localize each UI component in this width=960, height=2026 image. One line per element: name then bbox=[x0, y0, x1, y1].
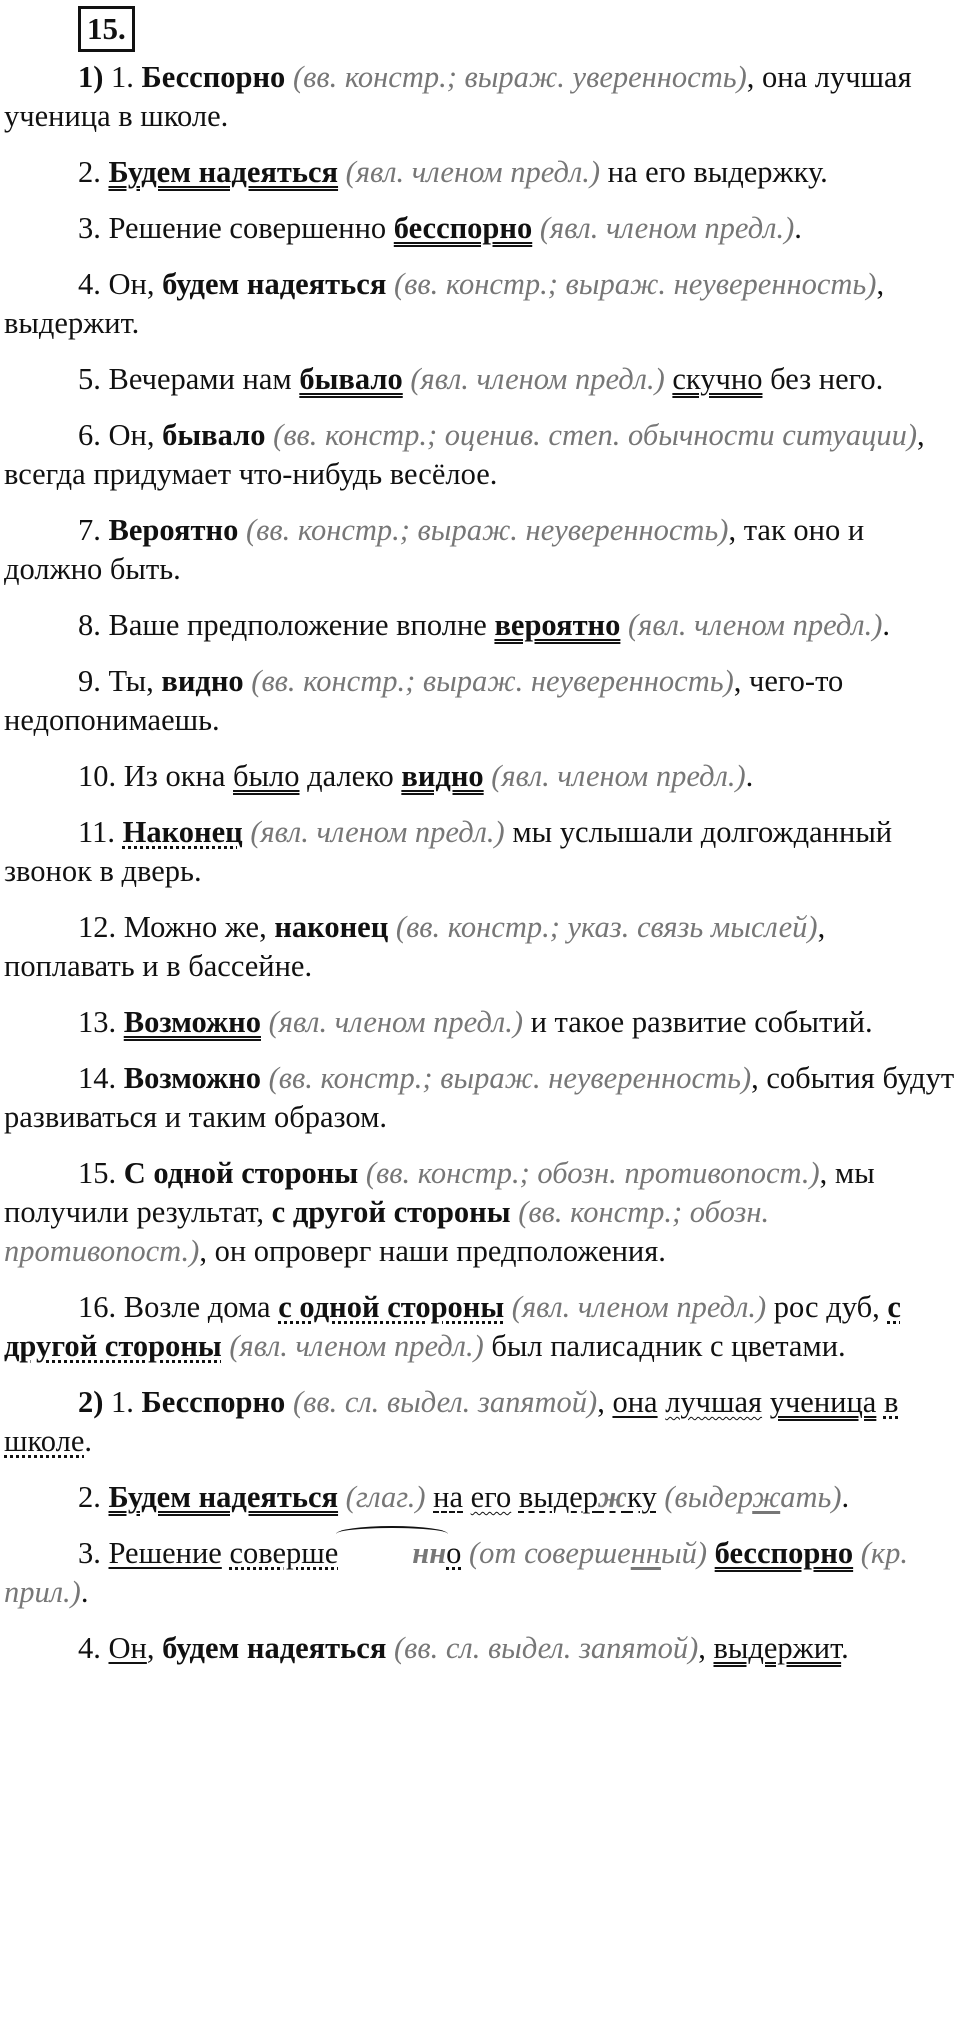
grammar-note: (вв. констр.; выраж. неуверенность) bbox=[268, 1061, 752, 1095]
grammar-note: (явл. членом предл.) bbox=[491, 759, 746, 793]
sentence-number: 1. bbox=[111, 60, 134, 94]
sentence-1-9 bbox=[4, 662, 956, 740]
key-word: Возможно bbox=[123, 1061, 261, 1095]
grammar-note: (вв. констр.; обозн. противопост.) bbox=[365, 1156, 820, 1190]
sentence-text: и такое развитие событий. bbox=[522, 1005, 873, 1039]
spelling-highlight: ж bbox=[598, 1480, 628, 1514]
sentence-text: , выдержит. bbox=[4, 267, 885, 340]
punctuation: , bbox=[597, 1385, 613, 1419]
grammar-note: (вв. сл. выдел. запятой) bbox=[393, 1631, 699, 1665]
key-word: бывало bbox=[299, 362, 403, 396]
grammar-note: (глаг.) bbox=[345, 1480, 426, 1514]
sentence-text: был палисадник с цветами. bbox=[483, 1329, 846, 1363]
sentence-1-1 bbox=[4, 58, 956, 136]
attribute-word: его bbox=[470, 1480, 512, 1514]
sentence-text: , поплавать и в бассейне. bbox=[4, 910, 826, 983]
object-word bbox=[519, 1480, 657, 1514]
sentence-1-7 bbox=[4, 511, 956, 589]
sentence-1-16 bbox=[4, 1288, 956, 1366]
sentence-number: 6. bbox=[78, 418, 101, 452]
key-word: с одной стороны bbox=[278, 1290, 505, 1324]
sentence-text: Он, bbox=[108, 267, 163, 301]
sentence-number: 1. bbox=[111, 1385, 134, 1419]
word-part: соверше bbox=[229, 1536, 339, 1570]
word-part: ать) bbox=[780, 1480, 842, 1514]
sentence-text: рос дуб, bbox=[766, 1290, 888, 1324]
key-word: с другой стороны bbox=[4, 1290, 901, 1363]
predicate-word: было bbox=[233, 759, 300, 793]
word-part: ый) bbox=[660, 1536, 708, 1570]
sentence-text: , он опроверг наши предположения. bbox=[199, 1234, 666, 1268]
key-word: будем надеяться bbox=[162, 1631, 387, 1665]
punctuation: . bbox=[80, 1575, 89, 1609]
punctuation: , bbox=[698, 1631, 706, 1665]
grammar-note: (явл. членом предл.) bbox=[345, 155, 601, 189]
sentence-1-2 bbox=[4, 153, 956, 192]
grammar-note: (явл. членом предл.) bbox=[268, 1005, 523, 1039]
punctuation: , bbox=[146, 1631, 163, 1665]
key-word: с другой стороны bbox=[271, 1195, 511, 1229]
sentence-1-11 bbox=[4, 813, 956, 891]
adverbial-word bbox=[229, 1536, 461, 1570]
sentence-text: . bbox=[794, 211, 802, 245]
sentence-2-2 bbox=[4, 1478, 956, 1517]
word-part: (от соверше bbox=[469, 1536, 631, 1570]
key-word: видно bbox=[401, 759, 484, 793]
key-word: Наконец bbox=[122, 815, 243, 849]
sentence-number: 11. bbox=[78, 815, 115, 849]
sentence-number: 9. bbox=[78, 664, 101, 698]
sentence-text: , чего-то недопонимаешь. bbox=[4, 664, 844, 737]
sentence-text: , она лучшая ученица в школе. bbox=[4, 60, 912, 133]
subject-word: Он bbox=[108, 1631, 147, 1665]
object-word: на bbox=[433, 1480, 464, 1514]
adverbial-word: в bbox=[883, 1385, 899, 1419]
subject-word: она bbox=[612, 1385, 658, 1419]
sentence-text: , мы получили результат, bbox=[4, 1156, 875, 1229]
key-word: вероятно bbox=[494, 608, 621, 642]
sentence-text: Решение совершенно bbox=[108, 211, 394, 245]
subject-word: Решение bbox=[108, 1536, 222, 1570]
sentence-text: без него. bbox=[762, 362, 884, 396]
grammar-note: (явл. членом предл.) bbox=[229, 1329, 484, 1363]
spelling-highlight: нн bbox=[630, 1536, 661, 1570]
sentence-1-6 bbox=[4, 416, 956, 494]
grammar-note: (явл. членом предл.) bbox=[539, 211, 795, 245]
attribute-word: лучшая bbox=[665, 1385, 763, 1419]
sentence-number: 14. bbox=[78, 1061, 117, 1095]
sentence-1-3 bbox=[4, 209, 956, 248]
sentence-1-8 bbox=[4, 606, 956, 645]
key-word: Бесспорно bbox=[141, 60, 286, 94]
sentence-text: Из окна bbox=[123, 759, 234, 793]
sentence-number: 3. bbox=[78, 211, 101, 245]
key-word: Вероятно bbox=[108, 513, 239, 547]
sentence-1-5 bbox=[4, 360, 956, 399]
sentence-1-4 bbox=[4, 265, 956, 343]
key-word: будем надеяться bbox=[162, 267, 387, 301]
punctuation: . bbox=[84, 1424, 92, 1458]
sentence-1-15 bbox=[4, 1154, 956, 1271]
key-word: бесспорно bbox=[393, 211, 533, 245]
key-word: С одной стороны bbox=[123, 1156, 359, 1190]
grammar-note: (вв. констр.; оценив. степ. обычности ситуации) bbox=[273, 418, 917, 452]
sentence-text: Ваше предположение вполне bbox=[108, 608, 495, 642]
predicate-word: скучно bbox=[672, 362, 763, 396]
sentence-number: 13. bbox=[78, 1005, 117, 1039]
sentence-text: на его выдержку. bbox=[600, 155, 828, 189]
adverbial-word: школе bbox=[4, 1424, 85, 1458]
sentence-number: 8. bbox=[78, 608, 101, 642]
sentence-number: 12. bbox=[78, 910, 117, 944]
sentence-text: . bbox=[745, 759, 754, 793]
punctuation: . bbox=[841, 1480, 850, 1514]
sentence-text: , так оно и должно быть. bbox=[4, 513, 865, 586]
grammar-note: (вв. констр.; выраж. уверенность) bbox=[292, 60, 747, 94]
sentence-1-14 bbox=[4, 1059, 956, 1137]
grammar-note: (явл. членом предл.) bbox=[511, 1290, 767, 1324]
punctuation: . bbox=[841, 1631, 849, 1665]
sentence-text: Можно же, bbox=[123, 910, 275, 944]
predicate-word: ученица bbox=[769, 1385, 877, 1419]
sentence-number: 7. bbox=[78, 513, 101, 547]
grammar-note: (явл. членом предл.) bbox=[410, 362, 665, 396]
exercise-number: 15. bbox=[78, 6, 135, 52]
part-label: 2) bbox=[78, 1385, 104, 1419]
spelling-highlight: нн bbox=[338, 1534, 446, 1573]
grammar-note bbox=[469, 1536, 707, 1570]
sentence-number: 2. bbox=[78, 155, 101, 189]
key-word: Будем надеяться bbox=[108, 1480, 339, 1514]
sentence-text: , всегда придумает что-нибудь весёлое. bbox=[4, 418, 925, 491]
sentence-2-3 bbox=[4, 1534, 956, 1612]
sentence-1-12 bbox=[4, 908, 956, 986]
sentence-text: Он, bbox=[108, 418, 163, 452]
sentence-number: 3. bbox=[78, 1536, 101, 1570]
sentence-number: 4. bbox=[78, 267, 101, 301]
key-word: Возможно bbox=[123, 1005, 261, 1039]
key-word: Будем надеяться bbox=[108, 155, 339, 189]
word-part: о bbox=[446, 1536, 462, 1570]
grammar-note bbox=[664, 1480, 841, 1514]
key-word: наконец bbox=[274, 910, 389, 944]
spelling-highlight: ж bbox=[752, 1480, 781, 1514]
sentence-number: 10. bbox=[78, 759, 117, 793]
sentence-text: Вечерами нам bbox=[108, 362, 300, 396]
sentence-1-10 bbox=[4, 757, 956, 796]
sentence-text: мы услышали долгожданный звонок в дверь. bbox=[4, 815, 893, 888]
sentence-text: , события будут развиваться и таким образом. bbox=[4, 1061, 955, 1134]
sentence-text: . bbox=[882, 608, 891, 642]
grammar-note: (кр. прил.) bbox=[4, 1536, 909, 1609]
sentence-2-1 bbox=[4, 1383, 956, 1461]
key-word: видно bbox=[161, 664, 244, 698]
sentence-text: Ты, bbox=[108, 664, 162, 698]
sentence-1-13 bbox=[4, 1003, 956, 1042]
part-label: 1) bbox=[78, 60, 104, 94]
sentence-2-4 bbox=[4, 1629, 956, 1668]
key-word: бесспорно bbox=[714, 1536, 854, 1570]
grammar-note: (вв. сл. выдел. запятой) bbox=[292, 1385, 598, 1419]
word-part: (выдер bbox=[664, 1480, 753, 1514]
grammar-note: (вв. констр.; обозн. противопост.) bbox=[4, 1195, 770, 1268]
sentence-number: 16. bbox=[78, 1290, 117, 1324]
word-part: выдер bbox=[518, 1480, 599, 1514]
sentence-number: 4. bbox=[78, 1631, 101, 1665]
grammar-note: (вв. констр.; выраж. неуверенность) bbox=[393, 267, 877, 301]
sentence-text: Возле дома bbox=[123, 1290, 279, 1324]
key-word: бывало bbox=[162, 418, 266, 452]
word-part: ку bbox=[627, 1480, 657, 1514]
key-word: Бесспорно bbox=[141, 1385, 286, 1419]
exercise-content bbox=[4, 58, 956, 1685]
sentence-number: 2. bbox=[78, 1480, 101, 1514]
grammar-note: (вв. констр.; выраж. неуверенность) bbox=[251, 664, 734, 698]
sentence-number: 15. bbox=[78, 1156, 117, 1190]
grammar-note: (явл. членом предл.) bbox=[628, 608, 883, 642]
grammar-note: (вв. констр.; указ. связь мыслей) bbox=[395, 910, 818, 944]
grammar-note: (вв. констр.; выраж. неуверенность) bbox=[245, 513, 729, 547]
sentence-text: далеко bbox=[299, 759, 402, 793]
grammar-note: (явл. членом предл.) bbox=[250, 815, 505, 849]
predicate-word: выдержит bbox=[713, 1631, 842, 1665]
sentence-number: 5. bbox=[78, 362, 101, 396]
